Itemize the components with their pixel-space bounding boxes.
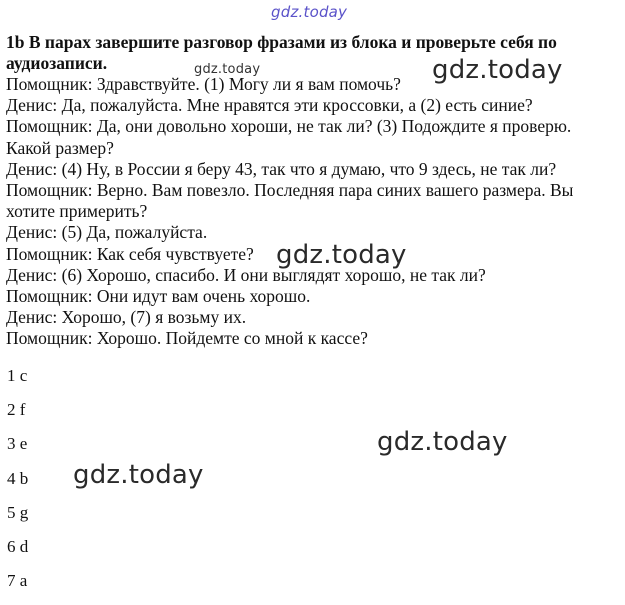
answer-item: 3 e (7, 434, 28, 454)
answer-item: 7 a (7, 571, 28, 591)
answer-item: 4 b (7, 468, 29, 488)
dialogue-line: Денис: (6) Хорошо, спасибо. И они выглядят хорошо, не так ли? (6, 264, 486, 285)
answer-item: 2 f (7, 400, 26, 420)
exercise-heading: 1b В парах завершите разговор фразами из блока и проверьте себя по аудиозаписи. (6, 32, 557, 73)
watermark-top: gdz.today (271, 3, 348, 21)
dialogue-line: Помощник: Как себя чувствуете? (6, 243, 254, 264)
dialogue-line: Помощник: Хорошо. Пойдемте со мной к кассе? (6, 328, 368, 349)
answer-item: 6 d (7, 536, 29, 556)
dialogue-line: Денис: (5) Да, пожалуйста. (6, 222, 208, 243)
dialogue-line: Денис: Да, пожалуйста. Мне нравятся эти кроссовки, а (2) есть синие? (6, 95, 533, 116)
dialogue-line: Помощник: Они идут вам очень хорошо. (6, 286, 311, 307)
dialogue-line: Помощник: Да, они довольно хороши, не так ли? (3) Подождите я проверю. Какой размер? (6, 116, 572, 158)
dialogue-line: Помощник: Верно. Вам повезло. Последняя пара синих вашего размера. Вы хотите примерить? (6, 180, 574, 222)
dialogue-list (6, 74, 618, 350)
dialogue-line: Помощник: Здравствуйте. (1) Могу ли я вам помочь? (6, 74, 401, 94)
watermark-large: gdz.today (73, 460, 204, 490)
answer-item: 1 c (7, 366, 28, 385)
dialogue-line: Денис: Хорошо, (7) я возьму их. (6, 307, 247, 328)
watermark-large: gdz.today (276, 240, 407, 270)
answer-list (7, 366, 28, 605)
answer-item: 5 g (7, 502, 29, 522)
watermark-large: gdz.today (432, 55, 563, 85)
dialogue-line: Денис: (4) Ну, в России я беру 43, так что я думаю, что 9 здесь, не так ли? (6, 158, 557, 179)
watermark-large: gdz.today (377, 427, 508, 457)
watermark-small: gdz.today (194, 62, 261, 77)
